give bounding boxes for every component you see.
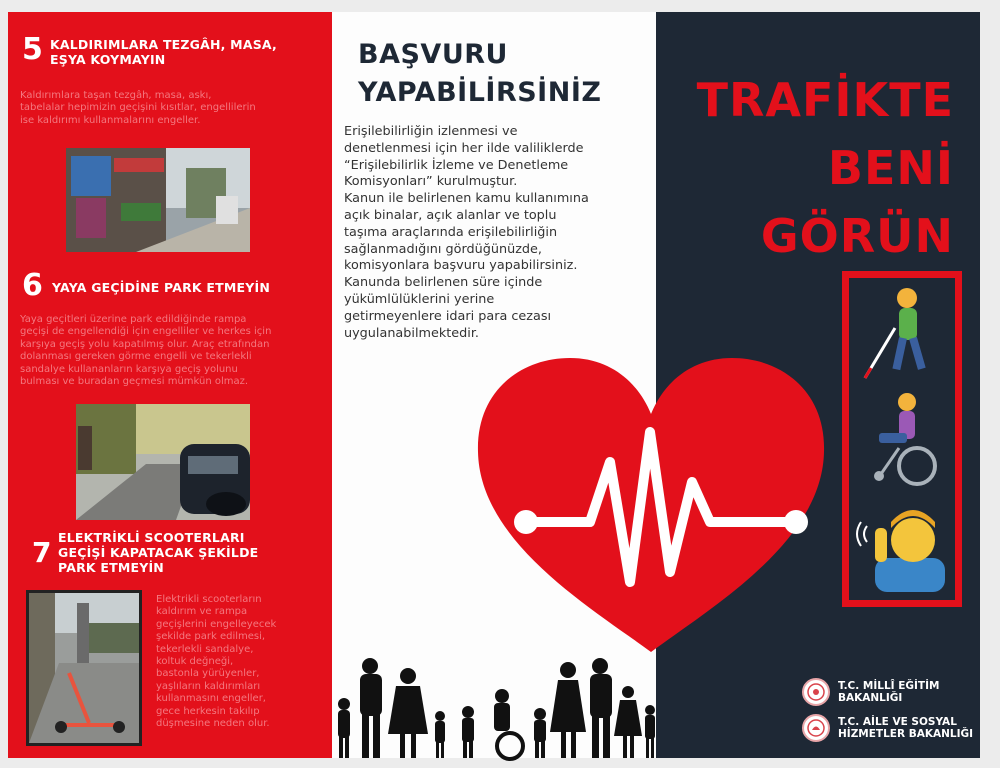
body-line: bulması ve buradan geçmesi mümkün olmaz. [20,376,249,388]
middle-title-line: YAPABİLİRSİNİZ [358,77,602,108]
section-6-body [20,314,330,388]
body-line: Komisyonları” kurulmuştur. [344,174,518,190]
body-line: kullanmasını engeller, [156,693,266,705]
body-line: karşıya geçiş yolu kapatılmış olur. Araç etrafından [20,338,270,350]
middle-title-line: BAŞVURU [358,39,508,70]
body-line: “Erişilebilirlik İzleme ve Denetleme [344,157,569,173]
body-line: Kaldırımlara taşan tezgâh, masa, askı, [20,90,212,101]
ashb-logo-text [838,716,973,740]
deaf-person-icon [857,510,945,592]
right-title-line: TRAFİKTE [696,73,954,127]
body-line: gece herkesin takılıp [156,705,260,717]
heart-heartbeat-icon [470,352,832,660]
right-title [697,66,954,270]
body-line: yaşlıların kaldırımları [156,680,261,692]
body-line: tabelalar hepimizin geçişini kısıtlar, engellilerin [20,102,256,114]
right-title-line: GÖRÜN [760,209,954,263]
section-7-body [156,594,326,730]
body-line: geçişi de engellendiği için engelliler ve herkes için [20,326,272,338]
body-line: koltuk değneği, [156,656,234,668]
body-line: taşıma araçlarında erişilebilirliğin [344,224,558,240]
blind-person-with-cane-icon [865,288,926,378]
section-7-title [58,530,258,575]
body-line: Erişilebilirliğin izlenmesi ve [344,124,518,139]
section-5-title-line: KALDIRIMLARA TEZGÂH, MASA, [50,37,277,52]
logo-line: BAKANLIĞI [838,692,903,704]
logo-line: HİZMETLER BAKANLIĞI [838,728,973,740]
left-panel [8,12,332,758]
section-7-title-line: PARK ETMEYİN [58,560,164,575]
section-6-title-line: YAYA GEÇİDİNE PARK ETMEYİN [52,280,270,295]
section-7-title-line: GEÇİŞİ KAPATACAK ŞEKİLDE [58,545,259,560]
people-silhouettes-icon [330,652,660,762]
parked-scooter-photo [26,590,142,746]
body-line: sandalye kullananların karşıya geçiş yolunu [20,363,238,375]
body-line: ise kaldırımı kullanmalarını engeller. [20,114,201,126]
body-line: düşmesine neden olur. [156,718,270,730]
body-line: komisyonlara başvuru yapabilirsiniz. [344,258,578,274]
section-6-title [52,280,270,295]
body-line: tekerlekli sandalye, [156,643,254,655]
section-5-title-line: EŞYA KOYMAYIN [50,52,166,67]
body-line: Elektrikli scooterların [156,594,262,605]
body-line: yükümlülüklerini yerine [344,291,495,307]
meb-seal-icon [802,678,830,706]
meb-logo-text [838,680,939,704]
ashb-seal-icon [802,714,830,742]
logo-line: T.C. MİLLÎ EĞİTİM [838,680,940,692]
section-6-number: 6 [22,268,43,303]
body-line: kaldırım ve rampa [156,606,248,618]
logo-line: T.C. AİLE VE SOSYAL [838,716,957,728]
crosswalk-parked-car-photo [76,404,250,520]
accessibility-icons [849,278,955,600]
body-line: sağlanmadığını gördüğünüzde, [344,241,542,257]
section-5-title [50,37,277,67]
section-5-number: 5 [22,32,43,67]
body-line: dolanması gereken görme engelli ve tekerlekli [20,351,252,363]
accessibility-icons-box [842,271,962,607]
body-line: Yaya geçitleri üzerine park edildiğinde rampa [20,314,247,325]
section-7-number: 7 [32,536,52,569]
street-stalls-photo [66,148,250,252]
middle-title [358,36,638,112]
middle-body [344,124,634,342]
section-7-title-line: ELEKTRİKLİ SCOOTERLARI [58,530,245,545]
body-line: getirmeyenlere idari para cezası [344,308,552,324]
ashb-logo-row [802,714,973,742]
body-line: açık binalar, açık alanlar ve toplu [344,207,557,223]
section-5-body [20,90,328,127]
meb-logo-row [802,678,939,706]
right-title-line: BENİ [827,141,954,195]
person-in-wheelchair-icon [874,393,935,484]
body-line: uygulanabilmektedir. [344,325,479,341]
body-line: Kanunda belirlenen süre içinde [344,275,543,291]
body-line: geçişlerini engelleyecek [156,618,277,630]
body-line: denetlenmesi için her ilde valiliklerde [344,140,584,156]
body-line: şekilde park edilmesi, [156,631,266,643]
body-line: bastonla yürüyenler, [156,668,260,680]
body-line: Kanun ile belirlenen kamu kullanımına [344,191,589,207]
